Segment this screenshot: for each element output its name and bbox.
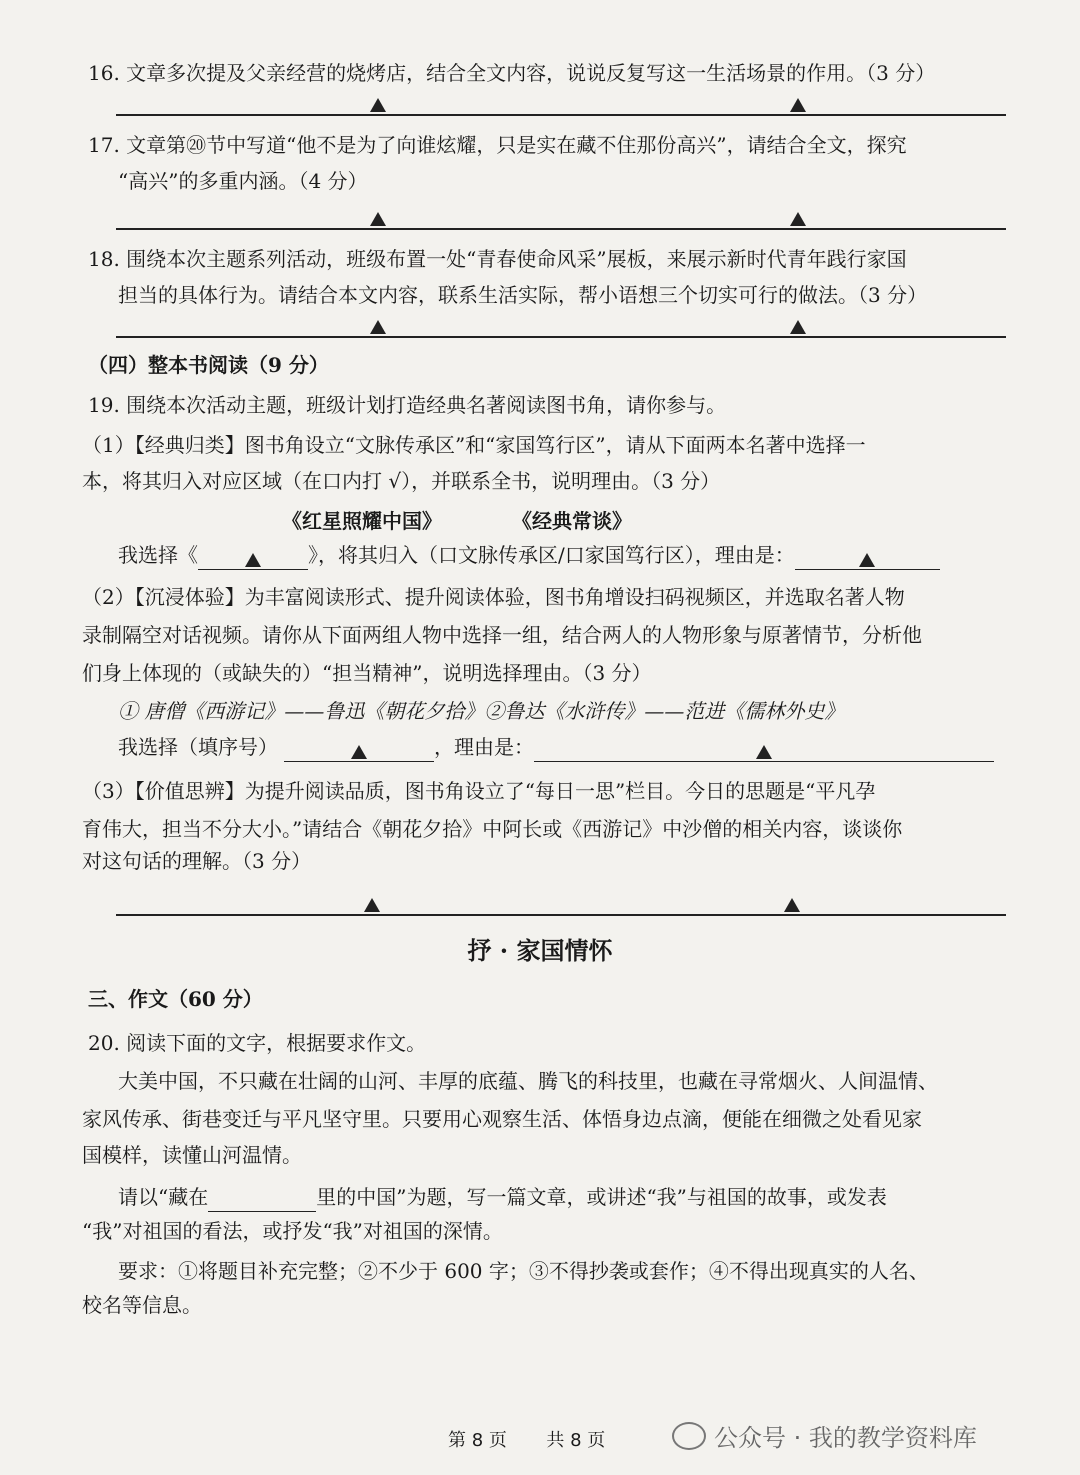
q19-p1-answer-mid: 》，将其归入（口文脉传承区/口家国笃行区），理由是： — [308, 543, 795, 567]
blank-marker-icon — [364, 898, 380, 912]
q17-line2: “高兴”的多重内涵。（4 分） — [118, 169, 368, 193]
q18-line2: 担当的具体行为。请结合本文内容，联系生活实际，帮小语想三个切实可行的做法。（3 分） — [118, 283, 928, 307]
q19-p1-answer-row — [118, 540, 940, 570]
blank-marker-icon — [370, 98, 386, 112]
q19-p3-line3: 对这句话的理解。（3 分） — [82, 849, 312, 873]
q19-p3-line1: （3）【价值思辨】为提升阅读品质，图书角设立了“每日一思”栏目。今日的思题是“平凡孕 — [82, 779, 876, 803]
q19-p3-answer-line — [116, 914, 1006, 916]
q20-para2-line1 — [118, 1182, 887, 1212]
page-number: 第 8 页 — [448, 1430, 507, 1451]
q20-para1-line1: 大美中国，不只藏在壮阔的山河、丰厚的底蕴、腾飞的科技里，也藏在寻常烟火、人间温情、 — [118, 1069, 938, 1093]
q19-intro: 19. 围绕本次活动主题，班级计划打造经典名著阅读图书角，请你参与。 — [88, 393, 727, 417]
section4-heading: （四）整本书阅读（9 分） — [88, 353, 329, 377]
blank-marker-icon — [859, 553, 875, 567]
q19-p3-line2: 育伟大，担当不分大小。”请结合《朝花夕拾》中阿长或《西游记》中沙僧的相关内容，谈谈你 — [82, 817, 903, 841]
q20-para2-line2: “我”对祖国的看法，或抒发“我”对祖国的深情。 — [82, 1219, 503, 1243]
q19-p2-groups: ① 唐僧《西游记》——鲁迅《朝花夕拾》②鲁达《水浒传》——范进《儒林外史》 — [118, 699, 845, 723]
title-blank[interactable] — [208, 1189, 316, 1212]
q20-req-line1: 要求：①将题目补充完整；②不少于 600 字；③不得抄袭或套作；④不得出现真实的人名、 — [118, 1259, 929, 1283]
blank-marker-icon — [245, 553, 261, 567]
group-choice-blank[interactable] — [284, 737, 434, 762]
q19-p2-line1: （2）【沉浸体验】为丰富阅读形式、提升阅读体验，图书角增设扫码视频区，并选取名著人物 — [82, 585, 905, 609]
q19-p1-line1: （1）【经典归类】图书角设立“文脉传承区”和“家国笃行区”，请从下面两本名著中选择一 — [82, 433, 866, 457]
blank-marker-icon — [351, 745, 367, 759]
blank-marker-icon — [790, 98, 806, 112]
book-choice-blank[interactable] — [198, 545, 308, 570]
q18-line1: 18. 围绕本次主题系列活动，班级布置一处“青春使命风采”展板，来展示新时代青年践行家国 — [88, 247, 907, 271]
section-subtitle: 抒 · 家国情怀 — [467, 936, 613, 965]
page-total: 共 8 页 — [546, 1430, 606, 1451]
section3-heading: 三、作文（60 分） — [88, 987, 263, 1011]
page-footer — [448, 1426, 605, 1452]
q17-answer-line — [116, 228, 1006, 230]
q19-p2-answer-prefix: 我选择（填序号） — [118, 735, 278, 759]
q20-para1-line3: 国模样，读懂山河温情。 — [82, 1143, 302, 1167]
reason-blank[interactable] — [795, 545, 940, 570]
q16-answer-line — [116, 114, 1006, 116]
book-option-1: 《红星照耀中国》 — [282, 509, 442, 533]
q16-text: 16. 文章多次提及父亲经营的烧烤店，结合全文内容，说说反复写这一生活场景的作用。（3 分） — [88, 61, 936, 85]
q18-answer-line — [116, 336, 1006, 338]
blank-marker-icon — [756, 745, 772, 759]
q19-p1-answer-prefix: 我选择《 — [118, 543, 198, 567]
q19-p1-line2: 本，将其归入对应区域（在口内打 √），并联系全书，说明理由。（3 分） — [82, 469, 721, 493]
q19-p2-answer-mid: ，理由是： — [434, 735, 534, 759]
q19-p2-line2: 录制隔空对话视频。请你从下面两组人物中选择一组，结合两人的人物形象与原著情节，分析他 — [82, 623, 922, 647]
watermark-text: 公众号 · 我的教学资料库 — [714, 1424, 977, 1452]
wechat-icon — [672, 1422, 706, 1450]
book-option-2: 《经典常谈》 — [512, 509, 632, 533]
reason-blank[interactable] — [534, 737, 994, 762]
q20-para2-suffix: 里的中国”为题，写一篇文章，或讲述“我”与祖国的故事，或发表 — [316, 1185, 887, 1209]
blank-marker-icon — [370, 212, 386, 226]
watermark — [672, 1418, 977, 1453]
blank-marker-icon — [784, 898, 800, 912]
q17-line1: 17. 文章第⑳节中写道“他不是为了向谁炫耀，只是实在藏不住那份高兴”，请结合全文，探究 — [88, 133, 907, 157]
q19-p2-answer-row — [118, 732, 994, 762]
blank-marker-icon — [790, 212, 806, 226]
blank-marker-icon — [370, 320, 386, 334]
blank-marker-icon — [790, 320, 806, 334]
q20-req-line2: 校名等信息。 — [82, 1293, 202, 1317]
q20-intro: 20. 阅读下面的文字，根据要求作文。 — [88, 1031, 427, 1055]
q20-para1-line2: 家风传承、街巷变迁与平凡坚守里。只要用心观察生活、体悟身边点滴，便能在细微之处看见家 — [82, 1107, 922, 1131]
q20-para2-prefix: 请以“藏在 — [118, 1185, 209, 1209]
q19-p2-line3: 们身上体现的（或缺失的）“担当精神”，说明选择理由。（3 分） — [82, 661, 652, 685]
